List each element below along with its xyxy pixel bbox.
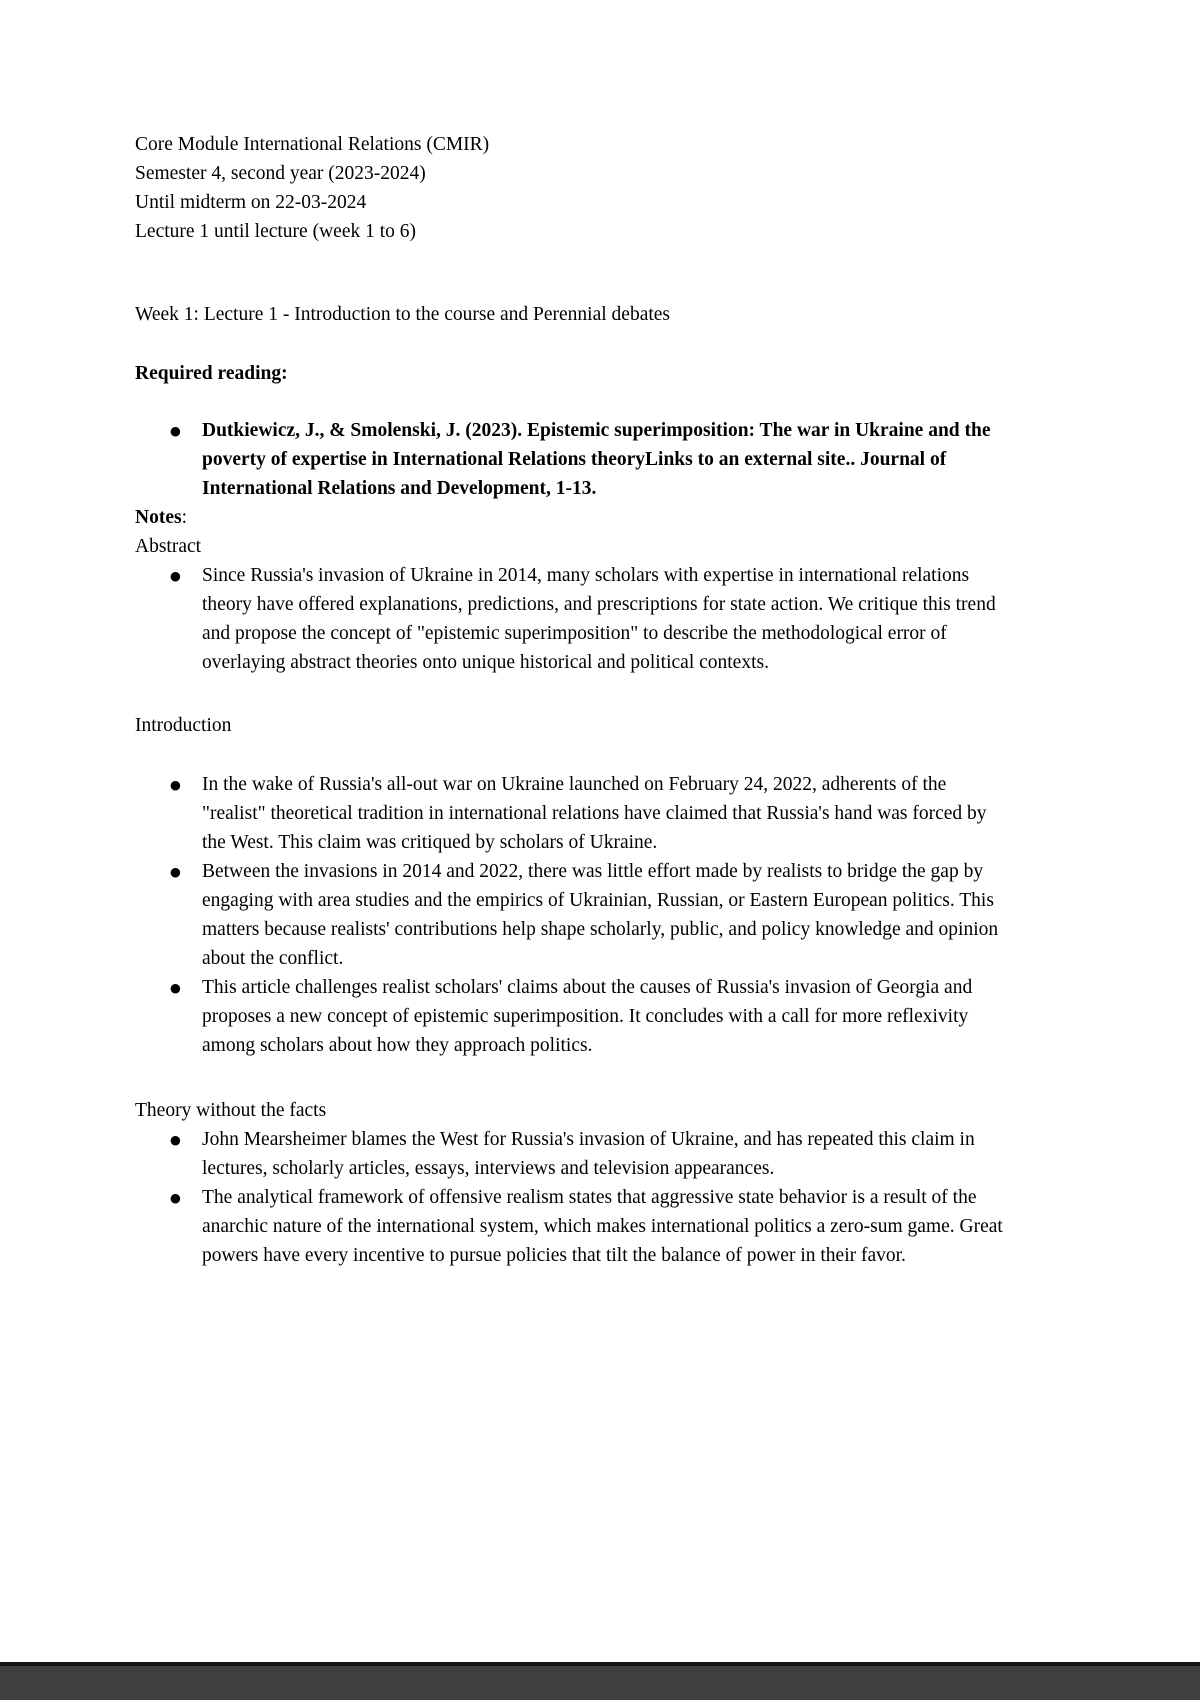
notes-word: Notes [135, 507, 182, 528]
notes-label [135, 503, 1005, 532]
semester-line: Semester 4, second year (2023-2024) [135, 163, 426, 184]
bullet-icon: ● [170, 1190, 181, 1205]
bottom-bar [0, 1662, 1200, 1700]
reading-citation-item [135, 416, 1005, 503]
list-item [135, 1183, 1005, 1270]
bullet-icon: ● [170, 864, 181, 879]
introduction-bullet-text: Between the invasions in 2014 and 2022, there was little effort made by realists to bridge the gap by engaging with area studies and the empirics of Ukrainian, Russian, or Eastern European politics. This matters because realists' contributions help shape scholarly, public, and policy knowledge and opinion about the conflict. [202, 861, 999, 969]
reading-citation-text: Dutkiewicz, J., & Smolenski, J. (2023). Epistemic superimposition: The war in Ukraine and the poverty of expertise in International Relations theoryLinks to an external site.. Journal of International Relations and Development, 1-13. [202, 420, 991, 499]
bullet-icon: ● [170, 777, 181, 792]
theory-bullet-text: The analytical framework of offensive realism states that aggressive state behavior is a result of the anarchic nature of the international system, which makes international politics a zero-sum game. Great powers have every incentive to pursue policies that tilt the balance of power in their favor. [202, 1187, 1003, 1266]
list-item [135, 973, 1005, 1060]
notes-colon: : [181, 507, 187, 528]
list-item [135, 1125, 1005, 1183]
required-reading-heading: Required reading: [135, 363, 288, 384]
theory-list [135, 1125, 1005, 1270]
week-title: Week 1: Lecture 1 - Introduction to the course and Perennial debates [135, 304, 671, 325]
abstract-bullet-text: Since Russia's invasion of Ukraine in 2014, many scholars with expertise in international relations theory have offered explanations, predictions, and prescriptions for state action. We critique this trend and propose the concept of "epistemic superimposition" to describe the methodological error of overlaying abstract theories onto unique historical and political contexts. [202, 565, 996, 673]
bullet-icon: ● [170, 980, 181, 995]
theory-bullet-text: John Mearsheimer blames the West for Russia's invasion of Ukraine, and has repeated this claim in lectures, scholarly articles, essays, interviews and television appearances. [202, 1129, 975, 1179]
introduction-heading: Introduction [135, 715, 232, 736]
bullet-icon: ● [170, 1132, 181, 1147]
midterm-line: Until midterm on 22-03-2024 [135, 192, 367, 213]
introduction-bullet-text: In the wake of Russia's all-out war on Ukraine launched on February 24, 2022, adherents of the "realist" theoretical tradition in international relations have claimed that Russia's hand was forced by the West. This claim was critiqued by scholars of Ukraine. [202, 774, 987, 853]
abstract-list [135, 561, 1005, 677]
bullet-icon: ● [170, 568, 181, 583]
required-reading-list [135, 416, 1005, 503]
list-item [135, 770, 1005, 857]
course-title: Core Module International Relations (CMIR) [135, 134, 490, 155]
introduction-bullet-text: This article challenges realist scholars' claims about the causes of Russia's invasion of Georgia and proposes a new concept of epistemic superimposition. It concludes with a call for more reflexivity among scholars about how they approach politics. [202, 977, 973, 1056]
list-item [135, 561, 1005, 677]
lecture-range-line: Lecture 1 until lecture (week 1 to 6) [135, 221, 417, 242]
list-item [135, 857, 1005, 973]
introduction-list [135, 770, 1005, 1060]
bullet-icon: ● [170, 423, 181, 438]
theory-heading: Theory without the facts [135, 1100, 327, 1121]
abstract-heading: Abstract [135, 536, 202, 557]
course-header [135, 130, 1005, 246]
